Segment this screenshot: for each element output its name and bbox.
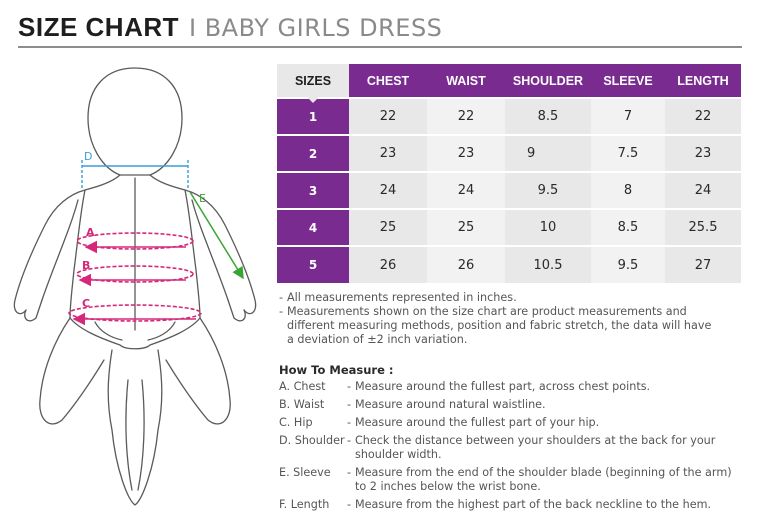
table-row: [277, 98, 741, 135]
label-b: B: [82, 259, 91, 272]
cell-size: 5: [277, 246, 349, 283]
head-outline: [88, 68, 182, 175]
list-item: A. Chest - Measure around the fullest part, across chest points.: [279, 380, 651, 393]
cell-sleeve: 8.5: [591, 209, 665, 246]
page-title: [18, 12, 442, 46]
cell-sleeve: 9.5: [591, 246, 665, 283]
measure-desc: Measure from the end of the shoulder blade (beginning of the arm): [355, 466, 732, 479]
cell-waist: 24: [427, 172, 505, 209]
title-sub: I BABY GIRLS DRESS: [189, 14, 443, 42]
measure-label: B. Waist: [279, 398, 325, 411]
cell-sleeve: 8: [591, 172, 665, 209]
measure-label: F. Length: [279, 498, 330, 511]
table-row: [277, 172, 741, 209]
measure-desc: Measure around natural waistline.: [355, 398, 546, 411]
cell-length: 22: [665, 98, 741, 135]
cell-waist: 25: [427, 209, 505, 246]
list-item: D. Shoulder - Check the distance between your shoulders at the back for your shoulder width.: [279, 434, 749, 462]
sleeve-measure-line: [190, 192, 243, 278]
header-sizes: SIZES: [277, 64, 349, 98]
cell-chest: 26: [349, 246, 427, 283]
measure-label: E. Sleeve: [279, 466, 331, 479]
title-main: SIZE CHART: [18, 12, 179, 42]
cell-shoulder: 10.5: [505, 246, 591, 283]
list-item: E. Sleeve - Measure from the end of the shoulder blade (beginning of the arm) to 2 inches below the wrist bone.: [279, 466, 749, 494]
cell-size: 1: [277, 98, 349, 135]
cell-length: 23: [665, 135, 741, 172]
header-chest: CHEST: [349, 64, 427, 98]
cell-shoulder: 10: [505, 209, 591, 246]
table-header-row: [277, 64, 741, 98]
cell-waist: 26: [427, 246, 505, 283]
measure-label: C. Hip: [279, 416, 313, 429]
cell-chest: 25: [349, 209, 427, 246]
header-waist: WAIST: [427, 64, 505, 98]
header-length: LENGTH: [665, 64, 741, 98]
header-sleeve: SLEEVE: [591, 64, 665, 98]
cell-chest: 24: [349, 172, 427, 209]
table-row: [277, 246, 741, 283]
measure-label: A. Chest: [279, 380, 326, 393]
cell-chest: 22: [349, 98, 427, 135]
label-e: E: [199, 192, 206, 205]
label-d: D: [84, 150, 93, 163]
cell-size: 3: [277, 172, 349, 209]
cell-chest: 23: [349, 135, 427, 172]
list-item: B. Waist - Measure around natural waistline.: [279, 398, 546, 411]
measure-desc: Measure from the highest part of the back neckline to the hem.: [355, 498, 712, 511]
how-to-measure-list: [279, 380, 749, 516]
header-shoulder: SHOULDER: [505, 64, 591, 98]
cell-size: 2: [277, 135, 349, 172]
cell-shoulder: 9.5: [505, 172, 591, 209]
label-a: A: [86, 226, 95, 239]
cell-sleeve: 7.5: [591, 135, 665, 172]
measurement-notes: [279, 291, 749, 347]
label-c: C: [82, 297, 91, 310]
baby-figure-illustration: [0, 58, 270, 523]
measure-desc: Measure around the fullest part of your hip.: [355, 416, 600, 429]
size-chart-table: [277, 64, 741, 283]
cell-length: 25.5: [665, 209, 741, 246]
list-item: F. Length - Measure from the highest part of the back neckline to the hem.: [279, 498, 712, 511]
table-row: [277, 209, 741, 246]
cell-size: 4: [277, 209, 349, 246]
cell-waist: 22: [427, 98, 505, 135]
cell-length: 27: [665, 246, 741, 283]
note-item: - All measurements represented in inches.: [279, 291, 517, 304]
measure-desc-cont: shoulder width.: [355, 448, 442, 461]
list-item: C. Hip - Measure around the fullest part of your hip.: [279, 416, 600, 429]
measure-desc-cont: to 2 inches below the wrist bone.: [355, 480, 541, 493]
measure-label: D. Shoulder: [279, 434, 345, 447]
note-item: - Measurements shown on the size chart are product measurements and different measuring methods, position and fabric stretch, the data will have a deviation of ±2 inch variation.: [279, 305, 712, 346]
cell-sleeve: 7: [591, 98, 665, 135]
title-divider: [18, 46, 742, 48]
how-to-measure-heading: How To Measure :: [279, 363, 394, 377]
measure-desc: Check the distance between your shoulders at the back for your: [355, 434, 716, 447]
cell-length: 24: [665, 172, 741, 209]
table-row: [277, 135, 741, 172]
cell-shoulder: 8.5: [505, 98, 591, 135]
cell-waist: 23: [427, 135, 505, 172]
measure-desc: Measure around the fullest part, across chest points.: [355, 380, 651, 393]
cell-shoulder: 9: [505, 135, 591, 172]
